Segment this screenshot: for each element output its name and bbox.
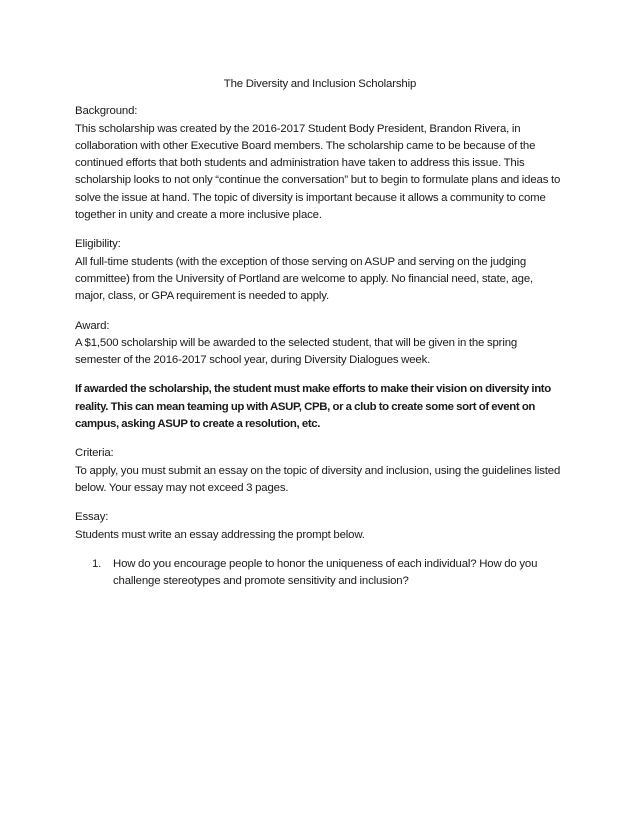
essay-prompt-number: 1. xyxy=(92,557,102,570)
award-heading: Award: xyxy=(75,319,110,332)
eligibility-text: All full-time students (with the exception of those serving on ASUP and serving on the judging committee) from the University of Portland are welcome to apply. No financial need, state, age, major, class, or GPA requirement is needed to apply. xyxy=(75,255,534,303)
eligibility-section xyxy=(75,236,565,305)
essay-prompt-item xyxy=(75,556,565,591)
background-section xyxy=(75,103,565,224)
criteria-text: To apply, you must submit an essay on the topic of diversity and inclusion, using the guidelines listed below. Your essay may not exceed 3 pages. xyxy=(75,464,561,494)
criteria-section xyxy=(75,445,565,497)
essay-prompt-text: How do you encourage people to honor the uniqueness of each individual? How do you challenge stereotypes and promote sensitivity and inclusion? xyxy=(113,557,538,588)
background-heading: Background: xyxy=(75,105,138,118)
background-text: This scholarship was created by the 2016-2017 Student Body President, Brandon Rivera, in collaboration with other Executive Board members. The scholarship came to be because of the continued efforts that both students and administration have taken to address this issue. This scholarship looks to not only “continue the conversation” but to begin to formulate plans and ideas to solve the issue at hand. The topic of diversity is important because it allows a community to come together in unity and create a more inclusive place. xyxy=(75,122,561,222)
eligibility-heading: Eligibility: xyxy=(75,238,121,251)
essay-text: Students must write an essay addressing the prompt below. xyxy=(75,528,365,541)
award-requirement-notice: If awarded the scholarship, the student must make efforts to make their vision on diversity into reality. This can mean teaming up with ASUP, CPB, or a club to create some sort of event on campus, asking ASUP to create a resolution, etc. xyxy=(75,383,551,431)
document-body xyxy=(75,76,565,602)
criteria-heading: Criteria: xyxy=(75,447,114,460)
award-section xyxy=(75,318,565,370)
essay-heading: Essay: xyxy=(75,511,109,524)
essay-section xyxy=(75,509,565,590)
document-title: The Diversity and Inclusion Scholarship xyxy=(223,78,417,90)
award-text: A $1,500 scholarship will be awarded to the selected student, that will be given in the spring semester of the 2016-2017 school year, during Diversity Dialogues week. xyxy=(75,336,518,367)
